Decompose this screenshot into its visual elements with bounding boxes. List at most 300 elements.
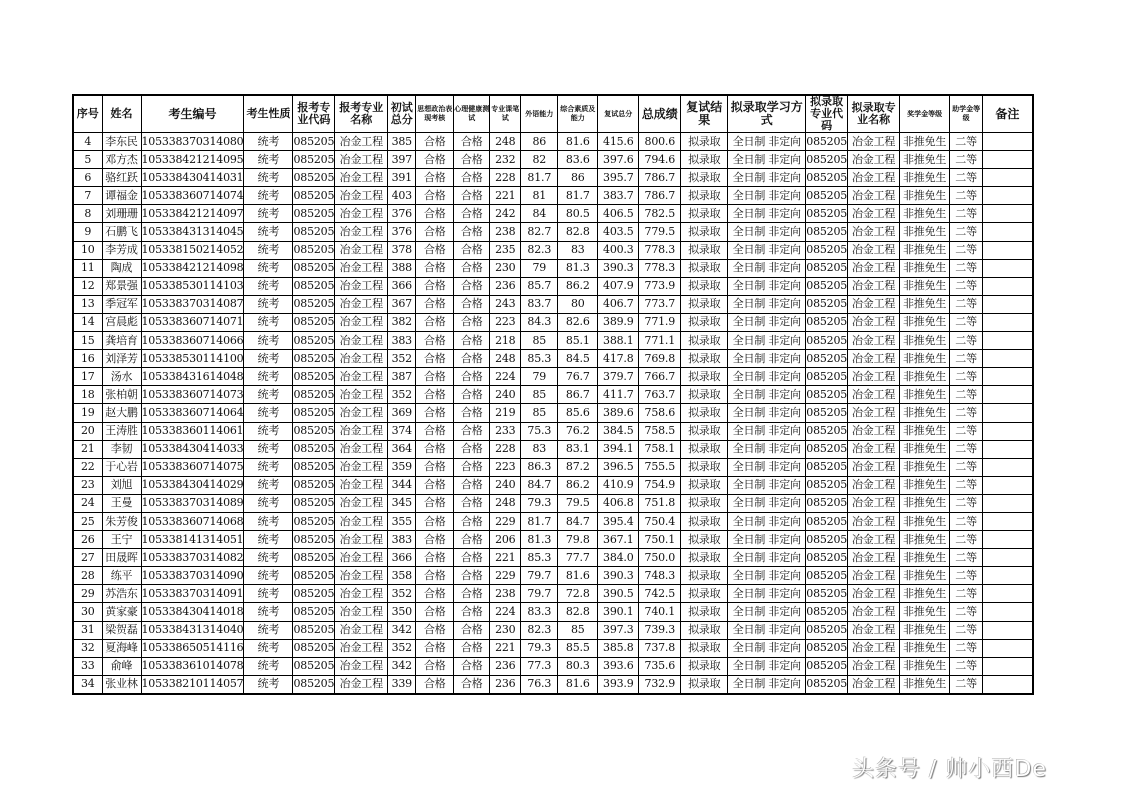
cell-overall-quality: 81.3	[558, 259, 598, 277]
cell-name: 陶成	[102, 259, 141, 277]
cell-major-name: 冶金工程	[335, 549, 388, 567]
cell-no: 16	[73, 350, 102, 368]
cell-final-score: 748.3	[639, 567, 681, 585]
cell-major-name: 冶金工程	[335, 223, 388, 241]
cell-admit-name: 冶金工程	[848, 512, 900, 530]
cell-major-name: 冶金工程	[335, 621, 388, 639]
table-row	[73, 313, 1033, 331]
cell-foreign-lang: 82.3	[521, 241, 558, 259]
cell-major-code: 085205	[293, 476, 335, 494]
cell-psych: 合格	[454, 332, 490, 350]
cell-scholarship: 非推免生	[900, 549, 950, 567]
cell-retest-result: 拟录取	[681, 621, 728, 639]
cell-psych: 合格	[454, 313, 490, 331]
cell-political: 合格	[416, 386, 454, 404]
cell-type: 统考	[244, 404, 293, 422]
cell-psych: 合格	[454, 567, 490, 585]
cell-type: 统考	[244, 205, 293, 223]
cell-retest-total: 385.8	[598, 639, 639, 657]
cell-name: 刘旭	[102, 476, 141, 494]
cell-admit-code: 085205	[806, 476, 848, 494]
cell-admit-name: 冶金工程	[848, 585, 900, 603]
cell-admit-code: 085205	[806, 458, 848, 476]
cell-overall-quality: 85.5	[558, 639, 598, 657]
cell-study-mode: 全日制 非定向	[728, 567, 806, 585]
cell-retest-total: 415.6	[598, 133, 639, 151]
cell-final-score: 773.9	[639, 277, 681, 295]
table-row	[73, 675, 1033, 694]
cell-grant: 二等	[950, 133, 983, 151]
cell-remarks	[983, 531, 1033, 549]
cell-name: 宫晨彪	[102, 313, 141, 331]
cell-grant: 二等	[950, 549, 983, 567]
cell-prelim-total: 383	[388, 531, 416, 549]
cell-scholarship: 非推免生	[900, 187, 950, 205]
cell-major-code: 085205	[293, 350, 335, 368]
cell-final-score: 773.7	[639, 295, 681, 313]
cell-type: 统考	[244, 567, 293, 585]
cell-major-code: 085205	[293, 151, 335, 169]
cell-admit-name: 冶金工程	[848, 458, 900, 476]
cell-written: 248	[490, 133, 521, 151]
cell-grant: 二等	[950, 639, 983, 657]
cell-no: 14	[73, 313, 102, 331]
table-row	[73, 549, 1033, 567]
cell-grant: 二等	[950, 151, 983, 169]
cell-political: 合格	[416, 531, 454, 549]
cell-retest-result: 拟录取	[681, 440, 728, 458]
cell-major-name: 冶金工程	[335, 422, 388, 440]
cell-political: 合格	[416, 133, 454, 151]
cell-prelim-total: 359	[388, 458, 416, 476]
cell-foreign-lang: 79.7	[521, 585, 558, 603]
cell-written: 221	[490, 187, 521, 205]
cell-psych: 合格	[454, 223, 490, 241]
cell-major-name: 冶金工程	[335, 205, 388, 223]
cell-exam-id: 105338370314087	[141, 295, 244, 313]
cell-written: 228	[490, 440, 521, 458]
cell-foreign-lang: 86	[521, 133, 558, 151]
table-row	[73, 639, 1033, 657]
table-row	[73, 169, 1033, 187]
cell-written: 243	[490, 295, 521, 313]
table-row	[73, 476, 1033, 494]
cell-remarks	[983, 404, 1033, 422]
cell-type: 统考	[244, 241, 293, 259]
cell-admit-name: 冶金工程	[848, 313, 900, 331]
cell-no: 8	[73, 205, 102, 223]
cell-exam-id: 105338530114103	[141, 277, 244, 295]
cell-admit-code: 085205	[806, 585, 848, 603]
cell-prelim-total: 369	[388, 404, 416, 422]
cell-major-name: 冶金工程	[335, 404, 388, 422]
cell-major-code: 085205	[293, 675, 335, 694]
column-header-admit-name: 拟录取专业名称	[848, 95, 900, 133]
cell-final-score: 750.1	[639, 531, 681, 549]
cell-major-name: 冶金工程	[335, 458, 388, 476]
cell-grant: 二等	[950, 675, 983, 694]
cell-written: 248	[490, 494, 521, 512]
cell-written: 230	[490, 621, 521, 639]
table-row	[73, 241, 1033, 259]
cell-foreign-lang: 79.7	[521, 567, 558, 585]
cell-name: 汤水	[102, 368, 141, 386]
cell-psych: 合格	[454, 386, 490, 404]
cell-final-score: 786.7	[639, 169, 681, 187]
cell-retest-total: 403.5	[598, 223, 639, 241]
cell-overall-quality: 83.6	[558, 151, 598, 169]
cell-admit-code: 085205	[806, 440, 848, 458]
cell-major-code: 085205	[293, 295, 335, 313]
cell-final-score: 771.9	[639, 313, 681, 331]
cell-foreign-lang: 85.3	[521, 549, 558, 567]
cell-scholarship: 非推免生	[900, 476, 950, 494]
cell-scholarship: 非推免生	[900, 133, 950, 151]
table-row	[73, 585, 1033, 603]
cell-remarks	[983, 422, 1033, 440]
watermark: 头条号 / 帅小西De	[852, 757, 1047, 782]
cell-type: 统考	[244, 386, 293, 404]
cell-political: 合格	[416, 675, 454, 694]
cell-prelim-total: 382	[388, 313, 416, 331]
cell-grant: 二等	[950, 476, 983, 494]
cell-overall-quality: 80.5	[558, 205, 598, 223]
cell-admit-code: 085205	[806, 657, 848, 675]
cell-exam-id: 105338530114100	[141, 350, 244, 368]
cell-no: 21	[73, 440, 102, 458]
table-body	[73, 133, 1033, 694]
cell-written: 236	[490, 277, 521, 295]
cell-name: 夏海峰	[102, 639, 141, 657]
cell-overall-quality: 82.8	[558, 223, 598, 241]
cell-remarks	[983, 675, 1033, 694]
cell-no: 34	[73, 675, 102, 694]
cell-final-score: 800.6	[639, 133, 681, 151]
cell-foreign-lang: 79.3	[521, 639, 558, 657]
cell-type: 统考	[244, 187, 293, 205]
cell-name: 李芳成	[102, 241, 141, 259]
cell-overall-quality: 72.8	[558, 585, 598, 603]
cell-final-score: 758.6	[639, 404, 681, 422]
cell-grant: 二等	[950, 187, 983, 205]
cell-political: 合格	[416, 241, 454, 259]
table-row	[73, 332, 1033, 350]
cell-no: 27	[73, 549, 102, 567]
cell-admit-code: 085205	[806, 404, 848, 422]
cell-political: 合格	[416, 422, 454, 440]
cell-no: 11	[73, 259, 102, 277]
cell-study-mode: 全日制 非定向	[728, 259, 806, 277]
cell-major-code: 085205	[293, 313, 335, 331]
cell-type: 统考	[244, 259, 293, 277]
cell-admit-code: 085205	[806, 603, 848, 621]
table-row	[73, 151, 1033, 169]
cell-study-mode: 全日制 非定向	[728, 313, 806, 331]
cell-type: 统考	[244, 512, 293, 530]
cell-foreign-lang: 82	[521, 151, 558, 169]
cell-type: 统考	[244, 531, 293, 549]
cell-retest-result: 拟录取	[681, 422, 728, 440]
cell-admit-code: 085205	[806, 386, 848, 404]
cell-admit-name: 冶金工程	[848, 657, 900, 675]
table-row	[73, 295, 1033, 313]
cell-grant: 二等	[950, 603, 983, 621]
cell-exam-id: 105338370314082	[141, 549, 244, 567]
cell-political: 合格	[416, 404, 454, 422]
cell-exam-id: 105338430414031	[141, 169, 244, 187]
cell-foreign-lang: 83	[521, 440, 558, 458]
cell-name: 龚培育	[102, 332, 141, 350]
cell-study-mode: 全日制 非定向	[728, 386, 806, 404]
cell-prelim-total: 376	[388, 205, 416, 223]
cell-scholarship: 非推免生	[900, 404, 950, 422]
cell-final-score: 735.6	[639, 657, 681, 675]
cell-written: 229	[490, 567, 521, 585]
cell-study-mode: 全日制 非定向	[728, 422, 806, 440]
cell-type: 统考	[244, 133, 293, 151]
cell-admit-name: 冶金工程	[848, 639, 900, 657]
cell-psych: 合格	[454, 585, 490, 603]
cell-scholarship: 非推免生	[900, 259, 950, 277]
cell-major-name: 冶金工程	[335, 133, 388, 151]
cell-written: 223	[490, 458, 521, 476]
cell-scholarship: 非推免生	[900, 350, 950, 368]
header-row	[73, 95, 1033, 133]
cell-political: 合格	[416, 458, 454, 476]
cell-no: 23	[73, 476, 102, 494]
cell-overall-quality: 87.2	[558, 458, 598, 476]
cell-major-code: 085205	[293, 169, 335, 187]
cell-scholarship: 非推免生	[900, 151, 950, 169]
cell-admit-code: 085205	[806, 549, 848, 567]
cell-admit-name: 冶金工程	[848, 241, 900, 259]
cell-admit-name: 冶金工程	[848, 621, 900, 639]
cell-retest-result: 拟录取	[681, 639, 728, 657]
cell-prelim-total: 342	[388, 621, 416, 639]
cell-remarks	[983, 277, 1033, 295]
cell-major-code: 085205	[293, 422, 335, 440]
cell-study-mode: 全日制 非定向	[728, 621, 806, 639]
table-row	[73, 494, 1033, 512]
table-row	[73, 205, 1033, 223]
cell-no: 4	[73, 133, 102, 151]
cell-scholarship: 非推免生	[900, 332, 950, 350]
cell-study-mode: 全日制 非定向	[728, 585, 806, 603]
cell-name: 俞峰	[102, 657, 141, 675]
cell-name: 梁贺磊	[102, 621, 141, 639]
cell-study-mode: 全日制 非定向	[728, 531, 806, 549]
cell-prelim-total: 352	[388, 639, 416, 657]
cell-retest-result: 拟录取	[681, 549, 728, 567]
cell-foreign-lang: 84.3	[521, 313, 558, 331]
cell-admit-code: 085205	[806, 639, 848, 657]
cell-prelim-total: 388	[388, 259, 416, 277]
cell-psych: 合格	[454, 494, 490, 512]
cell-study-mode: 全日制 非定向	[728, 205, 806, 223]
cell-exam-id: 105338370314091	[141, 585, 244, 603]
cell-name: 王涛胜	[102, 422, 141, 440]
table-row	[73, 531, 1033, 549]
cell-retest-result: 拟录取	[681, 205, 728, 223]
cell-psych: 合格	[454, 476, 490, 494]
cell-major-code: 085205	[293, 585, 335, 603]
cell-political: 合格	[416, 512, 454, 530]
cell-overall-quality: 83.1	[558, 440, 598, 458]
cell-foreign-lang: 83.7	[521, 295, 558, 313]
cell-major-name: 冶金工程	[335, 169, 388, 187]
cell-final-score: 766.7	[639, 368, 681, 386]
cell-major-name: 冶金工程	[335, 313, 388, 331]
cell-exam-id: 105338370314080	[141, 133, 244, 151]
cell-grant: 二等	[950, 295, 983, 313]
cell-final-score: 750.0	[639, 549, 681, 567]
cell-admit-code: 085205	[806, 223, 848, 241]
cell-written: 206	[490, 531, 521, 549]
cell-study-mode: 全日制 非定向	[728, 639, 806, 657]
cell-written: 248	[490, 350, 521, 368]
cell-admit-code: 085205	[806, 169, 848, 187]
cell-type: 统考	[244, 350, 293, 368]
cell-type: 统考	[244, 494, 293, 512]
cell-psych: 合格	[454, 512, 490, 530]
cell-written: 238	[490, 223, 521, 241]
cell-study-mode: 全日制 非定向	[728, 350, 806, 368]
cell-exam-id: 105338360714075	[141, 458, 244, 476]
cell-overall-quality: 86.2	[558, 277, 598, 295]
cell-final-score: 763.7	[639, 386, 681, 404]
cell-no: 30	[73, 603, 102, 621]
cell-retest-result: 拟录取	[681, 295, 728, 313]
cell-written: 221	[490, 549, 521, 567]
cell-no: 25	[73, 512, 102, 530]
column-header-major-code: 报考专业代码	[293, 95, 335, 133]
cell-prelim-total: 397	[388, 151, 416, 169]
cell-prelim-total: 385	[388, 133, 416, 151]
table-row	[73, 187, 1033, 205]
cell-type: 统考	[244, 422, 293, 440]
column-header-remarks: 备注	[983, 95, 1033, 133]
cell-psych: 合格	[454, 549, 490, 567]
cell-scholarship: 非推免生	[900, 295, 950, 313]
cell-prelim-total: 358	[388, 567, 416, 585]
cell-admit-name: 冶金工程	[848, 151, 900, 169]
cell-prelim-total: 366	[388, 549, 416, 567]
cell-name: 王宁	[102, 531, 141, 549]
cell-grant: 二等	[950, 223, 983, 241]
cell-retest-result: 拟录取	[681, 259, 728, 277]
cell-admit-name: 冶金工程	[848, 350, 900, 368]
cell-study-mode: 全日制 非定向	[728, 494, 806, 512]
cell-foreign-lang: 85.3	[521, 350, 558, 368]
cell-final-score: 779.5	[639, 223, 681, 241]
cell-admit-name: 冶金工程	[848, 295, 900, 313]
cell-grant: 二等	[950, 621, 983, 639]
cell-foreign-lang: 86.3	[521, 458, 558, 476]
cell-scholarship: 非推免生	[900, 603, 950, 621]
cell-grant: 二等	[950, 422, 983, 440]
cell-major-code: 085205	[293, 241, 335, 259]
cell-grant: 二等	[950, 585, 983, 603]
cell-study-mode: 全日制 非定向	[728, 187, 806, 205]
cell-scholarship: 非推免生	[900, 205, 950, 223]
cell-major-name: 冶金工程	[335, 241, 388, 259]
cell-major-code: 085205	[293, 386, 335, 404]
cell-grant: 二等	[950, 458, 983, 476]
cell-remarks	[983, 585, 1033, 603]
cell-written: 240	[490, 386, 521, 404]
cell-scholarship: 非推免生	[900, 368, 950, 386]
cell-final-score: 732.9	[639, 675, 681, 694]
cell-psych: 合格	[454, 205, 490, 223]
cell-major-code: 085205	[293, 494, 335, 512]
cell-written: 238	[490, 585, 521, 603]
cell-major-name: 冶金工程	[335, 657, 388, 675]
cell-retest-total: 390.1	[598, 603, 639, 621]
cell-major-code: 085205	[293, 133, 335, 151]
cell-overall-quality: 80	[558, 295, 598, 313]
cell-prelim-total: 350	[388, 603, 416, 621]
cell-political: 合格	[416, 187, 454, 205]
cell-written: 242	[490, 205, 521, 223]
cell-retest-total: 383.7	[598, 187, 639, 205]
cell-major-code: 085205	[293, 458, 335, 476]
cell-type: 统考	[244, 585, 293, 603]
cell-prelim-total: 345	[388, 494, 416, 512]
cell-political: 合格	[416, 350, 454, 368]
table-row	[73, 621, 1033, 639]
cell-retest-result: 拟录取	[681, 386, 728, 404]
cell-overall-quality: 86.7	[558, 386, 598, 404]
cell-retest-total: 407.9	[598, 277, 639, 295]
cell-political: 合格	[416, 277, 454, 295]
cell-type: 统考	[244, 332, 293, 350]
cell-scholarship: 非推免生	[900, 675, 950, 694]
cell-final-score: 758.1	[639, 440, 681, 458]
cell-exam-id: 105338421214098	[141, 259, 244, 277]
cell-retest-total: 390.3	[598, 259, 639, 277]
cell-admit-name: 冶金工程	[848, 422, 900, 440]
cell-prelim-total: 364	[388, 440, 416, 458]
cell-admit-name: 冶金工程	[848, 476, 900, 494]
cell-foreign-lang: 83.3	[521, 603, 558, 621]
table-row	[73, 368, 1033, 386]
cell-no: 22	[73, 458, 102, 476]
cell-remarks	[983, 133, 1033, 151]
cell-retest-result: 拟录取	[681, 350, 728, 368]
cell-retest-total: 379.7	[598, 368, 639, 386]
cell-remarks	[983, 494, 1033, 512]
cell-political: 合格	[416, 169, 454, 187]
cell-type: 统考	[244, 169, 293, 187]
cell-study-mode: 全日制 非定向	[728, 332, 806, 350]
cell-foreign-lang: 84	[521, 205, 558, 223]
cell-prelim-total: 355	[388, 512, 416, 530]
cell-no: 5	[73, 151, 102, 169]
cell-admit-name: 冶金工程	[848, 169, 900, 187]
cell-remarks	[983, 639, 1033, 657]
cell-overall-quality: 83	[558, 241, 598, 259]
cell-remarks	[983, 205, 1033, 223]
cell-written: 236	[490, 675, 521, 694]
cell-admit-code: 085205	[806, 531, 848, 549]
cell-written: 233	[490, 422, 521, 440]
cell-psych: 合格	[454, 422, 490, 440]
cell-grant: 二等	[950, 332, 983, 350]
cell-final-score: 782.5	[639, 205, 681, 223]
table-row	[73, 458, 1033, 476]
cell-scholarship: 非推免生	[900, 657, 950, 675]
cell-remarks	[983, 295, 1033, 313]
